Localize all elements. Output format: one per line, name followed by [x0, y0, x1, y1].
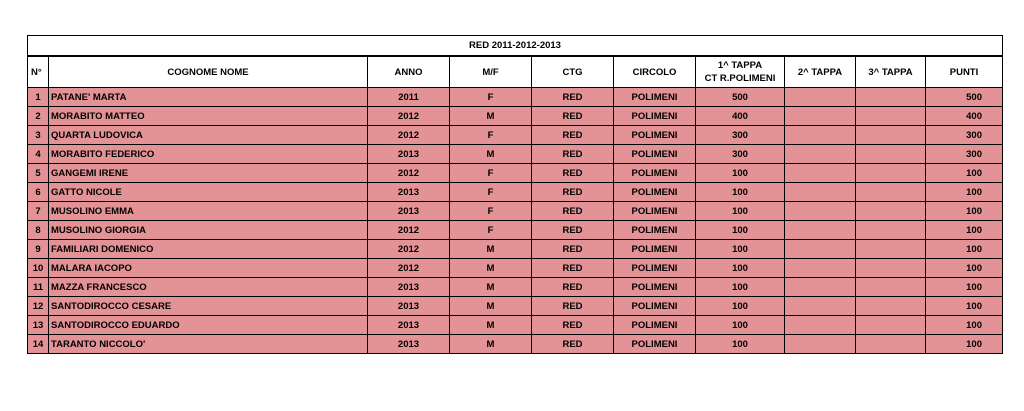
- row-anno: 2013: [368, 316, 450, 335]
- row-num: 9: [28, 240, 49, 259]
- row-ctg: RED: [532, 297, 614, 316]
- row-ctg: RED: [532, 259, 614, 278]
- row-tappa3: [856, 107, 926, 126]
- row-anno: 2013: [368, 145, 450, 164]
- table-row: [28, 259, 1003, 278]
- row-nome: GANGEMI IRENE: [49, 164, 368, 183]
- row-nome: MORABITO MATTEO: [49, 107, 368, 126]
- row-nome: QUARTA LUDOVICA: [49, 126, 368, 145]
- row-tappa1: 100: [696, 316, 785, 335]
- row-mf: F: [450, 88, 532, 107]
- row-punti: 100: [926, 164, 1003, 183]
- row-punti: 100: [926, 259, 1003, 278]
- row-tappa2: [785, 316, 856, 335]
- row-nome: SANTODIROCCO EDUARDO: [49, 316, 368, 335]
- row-tappa1: 100: [696, 259, 785, 278]
- table-row: [28, 240, 1003, 259]
- row-punti: 100: [926, 335, 1003, 354]
- row-tappa2: [785, 278, 856, 297]
- row-tappa3: [856, 202, 926, 221]
- header-ctg: CTG: [532, 56, 614, 88]
- row-mf: M: [450, 335, 532, 354]
- row-tappa3: [856, 259, 926, 278]
- row-tappa1: 100: [696, 202, 785, 221]
- row-tappa3: [856, 335, 926, 354]
- row-nome: MUSOLINO GIORGIA: [49, 221, 368, 240]
- row-num: 4: [28, 145, 49, 164]
- row-punti: 300: [926, 126, 1003, 145]
- row-tappa1: 100: [696, 240, 785, 259]
- row-circolo: POLIMENI: [614, 221, 696, 240]
- row-circolo: POLIMENI: [614, 183, 696, 202]
- row-tappa2: [785, 202, 856, 221]
- row-tappa3: [856, 297, 926, 316]
- row-tappa3: [856, 278, 926, 297]
- row-ctg: RED: [532, 202, 614, 221]
- row-mf: M: [450, 278, 532, 297]
- row-anno: 2013: [368, 297, 450, 316]
- row-tappa2: [785, 259, 856, 278]
- row-ctg: RED: [532, 164, 614, 183]
- row-circolo: POLIMENI: [614, 316, 696, 335]
- row-tappa1: 100: [696, 335, 785, 354]
- row-tappa2: [785, 297, 856, 316]
- row-anno: 2013: [368, 202, 450, 221]
- row-nome: MORABITO FEDERICO: [49, 145, 368, 164]
- row-mf: F: [450, 126, 532, 145]
- row-num: 11: [28, 278, 49, 297]
- row-tappa2: [785, 240, 856, 259]
- row-tappa2: [785, 107, 856, 126]
- row-num: 14: [28, 335, 49, 354]
- row-punti: 400: [926, 107, 1003, 126]
- row-circolo: POLIMENI: [614, 126, 696, 145]
- table-row: [28, 88, 1003, 107]
- row-tappa1: 100: [696, 183, 785, 202]
- row-circolo: POLIMENI: [614, 240, 696, 259]
- row-punti: 100: [926, 202, 1003, 221]
- row-num: 6: [28, 183, 49, 202]
- row-ctg: RED: [532, 107, 614, 126]
- row-circolo: POLIMENI: [614, 145, 696, 164]
- row-ctg: RED: [532, 278, 614, 297]
- row-num: 12: [28, 297, 49, 316]
- row-anno: 2012: [368, 164, 450, 183]
- row-num: 1: [28, 88, 49, 107]
- row-nome: FAMILIARI DOMENICO: [49, 240, 368, 259]
- row-tappa3: [856, 126, 926, 145]
- row-mf: F: [450, 221, 532, 240]
- row-circolo: POLIMENI: [614, 335, 696, 354]
- row-tappa2: [785, 145, 856, 164]
- header-row: [28, 56, 1003, 88]
- table-title: RED 2011-2012-2013: [28, 36, 1003, 57]
- header-nome: COGNOME NOME: [49, 56, 368, 88]
- row-mf: M: [450, 145, 532, 164]
- row-tappa1: 100: [696, 164, 785, 183]
- row-circolo: POLIMENI: [614, 88, 696, 107]
- row-mf: M: [450, 297, 532, 316]
- row-punti: 100: [926, 183, 1003, 202]
- row-tappa1: 100: [696, 278, 785, 297]
- row-circolo: POLIMENI: [614, 107, 696, 126]
- row-circolo: POLIMENI: [614, 202, 696, 221]
- row-num: 7: [28, 202, 49, 221]
- row-tappa3: [856, 183, 926, 202]
- row-nome: MUSOLINO EMMA: [49, 202, 368, 221]
- row-ctg: RED: [532, 145, 614, 164]
- row-anno: 2012: [368, 240, 450, 259]
- table-row: [28, 126, 1003, 145]
- header-mf: M/F: [450, 56, 532, 88]
- row-nome: GATTO NICOLE: [49, 183, 368, 202]
- row-nome: PATANE' MARTA: [49, 88, 368, 107]
- table-row: [28, 221, 1003, 240]
- row-anno: 2012: [368, 107, 450, 126]
- row-tappa1: 100: [696, 297, 785, 316]
- row-punti: 100: [926, 221, 1003, 240]
- row-ctg: RED: [532, 126, 614, 145]
- table-row: [28, 145, 1003, 164]
- header-num: N°: [28, 56, 49, 88]
- row-ctg: RED: [532, 221, 614, 240]
- row-tappa1: 100: [696, 221, 785, 240]
- row-nome: SANTODIROCCO CESARE: [49, 297, 368, 316]
- row-ctg: RED: [532, 335, 614, 354]
- row-tappa2: [785, 335, 856, 354]
- table-row: [28, 297, 1003, 316]
- row-num: 2: [28, 107, 49, 126]
- row-num: 3: [28, 126, 49, 145]
- row-punti: 100: [926, 278, 1003, 297]
- row-anno: 2011: [368, 88, 450, 107]
- row-tappa2: [785, 126, 856, 145]
- row-punti: 300: [926, 145, 1003, 164]
- header-anno: ANNO: [368, 56, 450, 88]
- row-anno: 2012: [368, 221, 450, 240]
- row-nome: MAZZA FRANCESCO: [49, 278, 368, 297]
- table-row: [28, 107, 1003, 126]
- row-tappa1: 300: [696, 126, 785, 145]
- row-num: 8: [28, 221, 49, 240]
- row-tappa3: [856, 240, 926, 259]
- row-tappa2: [785, 88, 856, 107]
- row-punti: 100: [926, 316, 1003, 335]
- row-ctg: RED: [532, 316, 614, 335]
- row-ctg: RED: [532, 240, 614, 259]
- table-row: [28, 316, 1003, 335]
- table-row: [28, 335, 1003, 354]
- row-mf: F: [450, 183, 532, 202]
- row-circolo: POLIMENI: [614, 278, 696, 297]
- row-circolo: POLIMENI: [614, 164, 696, 183]
- table-row: [28, 183, 1003, 202]
- header-tappa1: [696, 56, 785, 88]
- row-tappa3: [856, 145, 926, 164]
- row-mf: M: [450, 107, 532, 126]
- header-punti: PUNTI: [926, 56, 1003, 88]
- row-tappa3: [856, 316, 926, 335]
- row-mf: M: [450, 316, 532, 335]
- header-tappa2: 2^ TAPPA: [785, 56, 856, 88]
- row-tappa3: [856, 88, 926, 107]
- row-num: 13: [28, 316, 49, 335]
- row-mf: F: [450, 164, 532, 183]
- ranking-table: [27, 35, 1003, 354]
- row-anno: 2013: [368, 183, 450, 202]
- row-tappa3: [856, 221, 926, 240]
- row-circolo: POLIMENI: [614, 297, 696, 316]
- row-nome: TARANTO NICCOLO': [49, 335, 368, 354]
- row-tappa1: 400: [696, 107, 785, 126]
- row-num: 5: [28, 164, 49, 183]
- row-ctg: RED: [532, 183, 614, 202]
- row-tappa1: 300: [696, 145, 785, 164]
- row-mf: M: [450, 240, 532, 259]
- row-nome: MALARA IACOPO: [49, 259, 368, 278]
- row-tappa2: [785, 164, 856, 183]
- header-tappa1-line1: 1^ TAPPA: [717, 60, 763, 71]
- row-anno: 2013: [368, 335, 450, 354]
- row-tappa2: [785, 183, 856, 202]
- header-tappa3: 3^ TAPPA: [856, 56, 926, 88]
- row-tappa3: [856, 164, 926, 183]
- row-anno: 2013: [368, 278, 450, 297]
- row-mf: F: [450, 202, 532, 221]
- row-ctg: RED: [532, 88, 614, 107]
- header-circolo: CIRCOLO: [614, 56, 696, 88]
- row-punti: 100: [926, 297, 1003, 316]
- row-anno: 2012: [368, 126, 450, 145]
- row-punti: 500: [926, 88, 1003, 107]
- table-row: [28, 202, 1003, 221]
- table-row: [28, 164, 1003, 183]
- row-tappa2: [785, 221, 856, 240]
- header-tappa1-line2: CT R.POLIMENI: [704, 73, 776, 84]
- row-punti: 100: [926, 240, 1003, 259]
- table-row: [28, 278, 1003, 297]
- row-num: 10: [28, 259, 49, 278]
- row-anno: 2012: [368, 259, 450, 278]
- row-tappa1: 500: [696, 88, 785, 107]
- row-mf: M: [450, 259, 532, 278]
- row-circolo: POLIMENI: [614, 259, 696, 278]
